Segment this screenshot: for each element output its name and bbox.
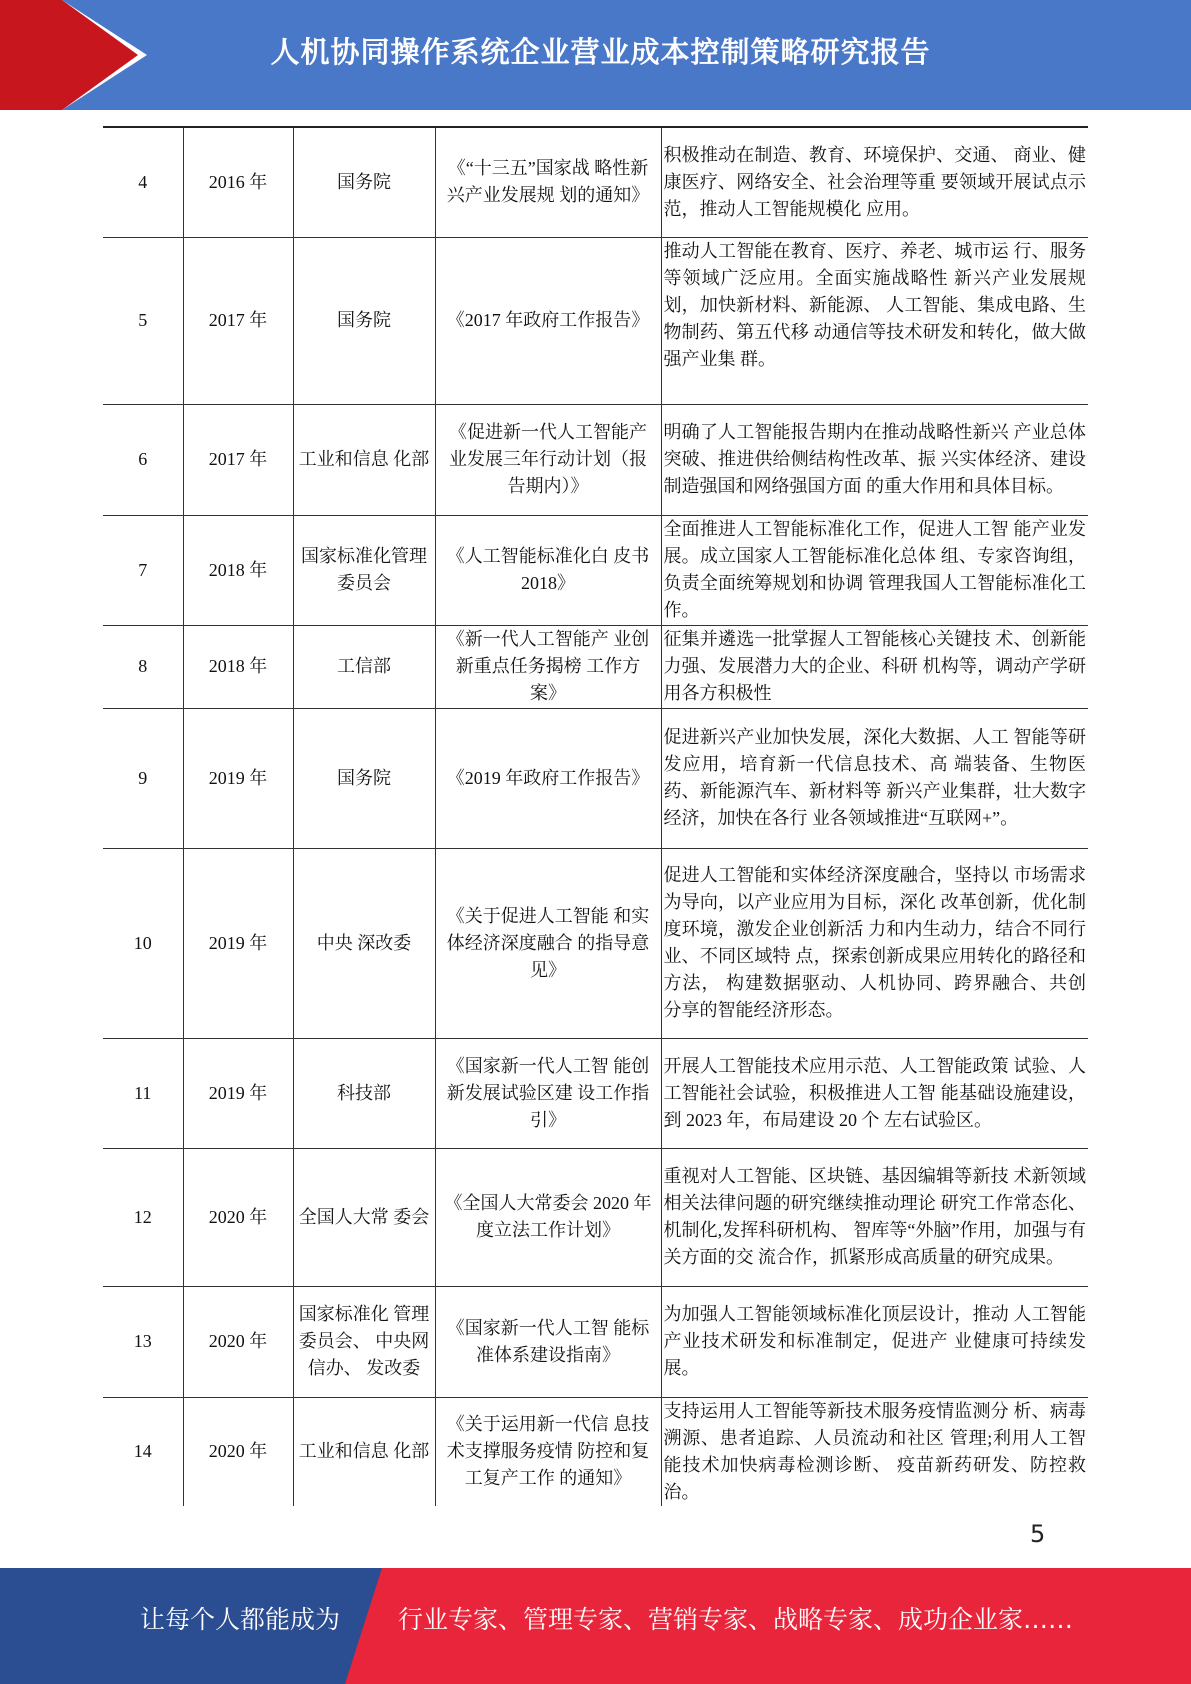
row-number: 12 — [103, 1148, 183, 1286]
row-department: 工业和信息 化部 — [293, 404, 435, 515]
row-department: 国家标准化 管理委员会、 中央网信办、 发改委 — [293, 1286, 435, 1397]
table-row — [103, 127, 1088, 237]
row-year: 2019 年 — [183, 848, 293, 1038]
row-number: 10 — [103, 848, 183, 1038]
row-document: 《2019 年政府工作报告》 — [435, 708, 661, 848]
row-number: 5 — [103, 237, 183, 404]
footer-slogan-right: 行业专家、管理专家、营销专家、战略专家、成功企业家…… — [398, 1605, 1074, 1634]
row-document: 《2017 年政府工作报告》 — [435, 237, 661, 404]
table-row — [103, 515, 1088, 625]
row-year: 2016 年 — [183, 127, 293, 237]
row-year: 2019 年 — [183, 1038, 293, 1148]
row-department: 国务院 — [293, 708, 435, 848]
row-number: 14 — [103, 1397, 183, 1506]
table-row — [103, 1148, 1088, 1286]
row-document: 《关于运用新一代信 息技术支撑服务疫情 防控和复工复产工作 的通知》 — [435, 1397, 661, 1506]
page-number: 5 — [1030, 1520, 1046, 1548]
row-year: 2018 年 — [183, 515, 293, 625]
row-content: 积极推动在制造、教育、环境保护、交通、 商业、健康医疗、网络安全、社会治理等重 要领域开展试点示范，推动人工智能规模化 应用。 — [661, 127, 1088, 237]
row-number: 4 — [103, 127, 183, 237]
row-document: 《国家新一代人工智 能标准体系建设指南》 — [435, 1286, 661, 1397]
row-document: 《关于促进人工智能 和实体经济深度融合 的指导意见》 — [435, 848, 661, 1038]
table-row — [103, 404, 1088, 515]
row-document: 《促进新一代人工智能产业发展三年行动计划（报告期内）》 — [435, 404, 661, 515]
row-number: 9 — [103, 708, 183, 848]
row-department: 国家标准化管理委员会 — [293, 515, 435, 625]
row-year: 2020 年 — [183, 1397, 293, 1506]
row-department: 工业和信息 化部 — [293, 1397, 435, 1506]
table-row — [103, 1286, 1088, 1397]
row-content: 推动人工智能在教育、医疗、养老、城市运 行、服务等领域广泛应用。全面实施战略性 新兴产业发展规划，加快新材料、新能源、 人工智能、集成电路、生物制药、第五代移 动通信等技术研发和转化，做大做强产业集 群。 — [661, 237, 1088, 404]
row-document: 《人工智能标准化白 皮书 2018》 — [435, 515, 661, 625]
row-year: 2017 年 — [183, 404, 293, 515]
row-content: 征集并遴选一批掌握人工智能核心关键技 术、创新能力强、发展潜力大的企业、科研 机构等，调动产学研用各方积极性 — [661, 625, 1088, 708]
table-row — [103, 708, 1088, 848]
row-content: 明确了人工智能报告期内在推动战略性新兴 产业总体突破、推进供给侧结构性改革、振 兴实体经济、建设制造强国和网络强国方面 的重大作用和具体目标。 — [661, 404, 1088, 515]
row-year: 2018 年 — [183, 625, 293, 708]
table-row — [103, 237, 1088, 404]
table-row — [103, 1397, 1088, 1506]
footer-slogan-left: 让每个人都能成为 — [140, 1605, 341, 1634]
report-title: 人机协同操作系统企业营业成本控制策略研究报告 — [270, 34, 931, 69]
row-content: 重视对人工智能、区块链、基因编辑等新技 术新领域相关法律问题的研究继续推动理论 研究工作常态化、机制化,发挥科研机构、 智库等“外脑”作用，加强与有关方面的交 流合作，抓紧形成高质量的研究成果。 — [661, 1148, 1088, 1286]
row-year: 2020 年 — [183, 1148, 293, 1286]
row-department: 工信部 — [293, 625, 435, 708]
row-year: 2020 年 — [183, 1286, 293, 1397]
row-department: 国务院 — [293, 237, 435, 404]
row-content: 全面推进人工智能标准化工作，促进人工智 能产业发展。成立国家人工智能标准化总体 组、专家咨询组，负责全面统筹规划和协调 管理我国人工智能标准化工作。 — [661, 515, 1088, 625]
table-row — [103, 1038, 1088, 1148]
row-number: 13 — [103, 1286, 183, 1397]
row-number: 7 — [103, 515, 183, 625]
row-content: 支持运用人工智能等新技术服务疫情监测分 析、病毒溯源、患者追踪、人员流动和社区 管理;利用人工智能技术加快病毒检测诊断、 疫苗新药研发、防控救治。 — [661, 1397, 1088, 1506]
row-content: 开展人工智能技术应用示范、人工智能政策 试验、人工智能社会试验，积极推进人工智 能基础设施建设，到 2023 年，布局建设 20 个 左右试验区。 — [661, 1038, 1088, 1148]
row-number: 11 — [103, 1038, 183, 1148]
row-document: 《新一代人工智能产 业创新重点任务揭榜 工作方案》 — [435, 625, 661, 708]
row-content: 促进人工智能和实体经济深度融合，坚持以 市场需求为导向，以产业应用为目标，深化 改革创新，优化制度环境，激发企业创新活 力和内生动力，结合不同行业、不同区域特 点，探索创新成果应用转化的路径和方法， 构建数据驱动、人机协同、跨界融合、共创 分享的智能经济形态。 — [661, 848, 1088, 1038]
row-number: 6 — [103, 404, 183, 515]
row-document: 《国家新一代人工智 能创新发展试验区建 设工作指引》 — [435, 1038, 661, 1148]
policy-table — [103, 126, 1088, 1506]
table-row — [103, 848, 1088, 1038]
row-year: 2019 年 — [183, 708, 293, 848]
row-content: 为加强人工智能领域标准化顶层设计，推动 人工智能产业技术研发和标准制定，促进产 业健康可持续发展。 — [661, 1286, 1088, 1397]
page-header — [0, 0, 1191, 110]
row-document: 《“十三五”国家战 略性新兴产业发展规 划的通知》 — [435, 127, 661, 237]
row-department: 全国人大常 委会 — [293, 1148, 435, 1286]
row-year: 2017 年 — [183, 237, 293, 404]
table-row — [103, 625, 1088, 708]
row-department: 国务院 — [293, 127, 435, 237]
row-content: 促进新兴产业加快发展，深化大数据、人工 智能等研发应用，培育新一代信息技术、高 端装备、生物医药、新能源汽车、新材料等 新兴产业集群，壮大数字经济，加快在各行 业各领域推进“互联网+”。 — [661, 708, 1088, 848]
row-department: 科技部 — [293, 1038, 435, 1148]
row-department: 中央 深改委 — [293, 848, 435, 1038]
row-number: 8 — [103, 625, 183, 708]
row-document: 《全国人大常委会 2020 年度立法工作计划》 — [435, 1148, 661, 1286]
page-footer — [0, 1568, 1191, 1684]
